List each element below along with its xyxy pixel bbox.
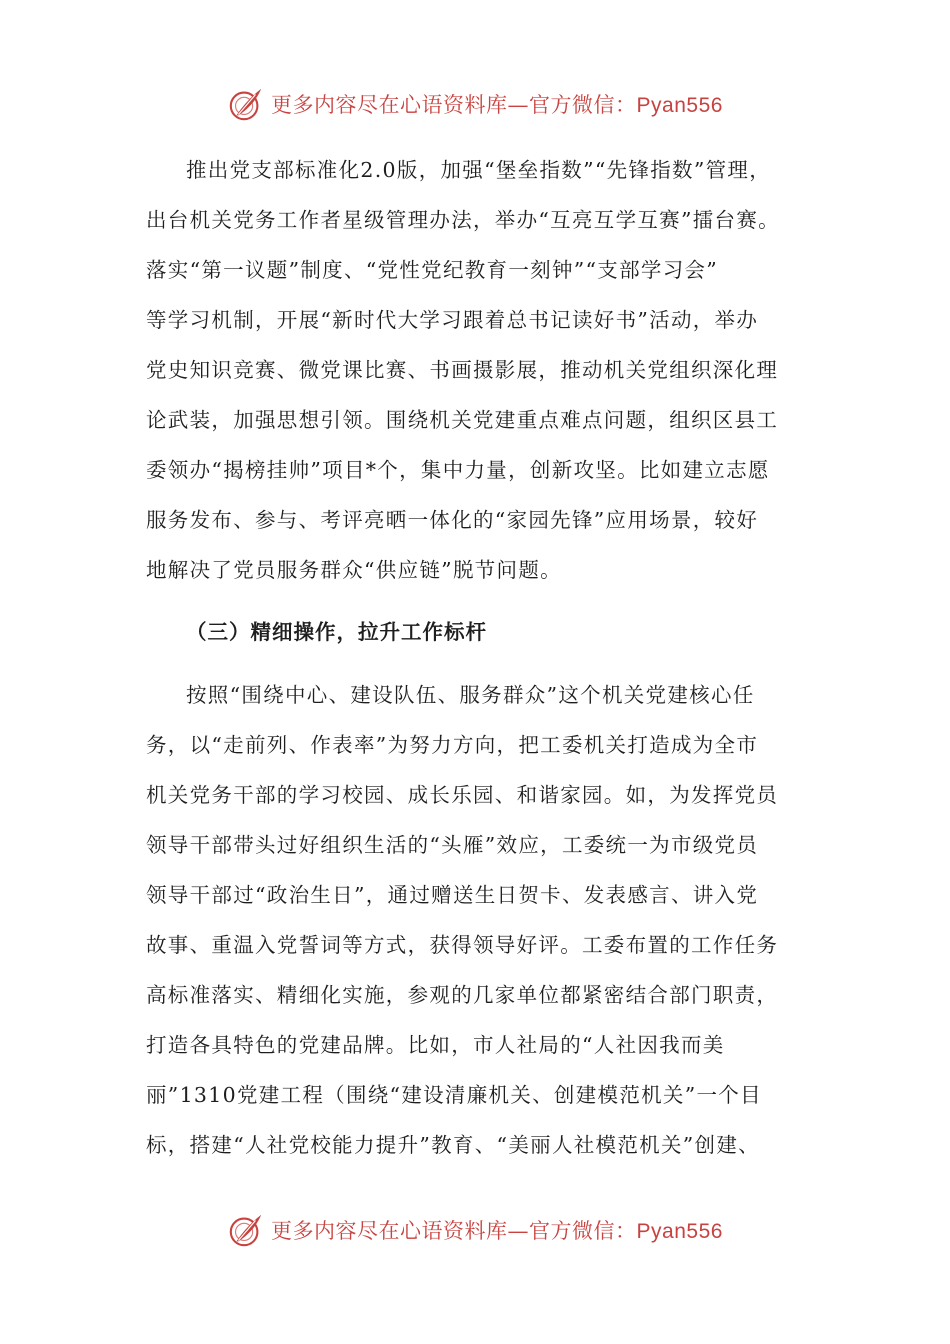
footer-watermark-banner bbox=[0, 1208, 950, 1252]
section-heading: （三）精细操作，拉升工作标杆 bbox=[186, 620, 487, 644]
watermark-text: 更多内容尽在心语资料库—官方微信：Pyan556 bbox=[271, 1219, 723, 1243]
text-line: 委领办“揭榜挂帅”项目*个，集中力量，创新攻坚。比如建立志愿 bbox=[146, 458, 770, 482]
text-line: 服务发布、参与、考评亮晒一体化的“家园先锋”应用场景，较好 bbox=[146, 508, 759, 532]
text-line: 故事、重温入党誓词等方式，获得领导好评。工委布置的工作任务 bbox=[146, 933, 779, 957]
text-line: 党史知识竞赛、微党课比赛、书画摄影展，推动机关党组织深化理 bbox=[146, 358, 779, 382]
text-line: 机关党务干部的学习校园、成长乐园、和谐家园。如，为发挥党员 bbox=[146, 783, 779, 807]
text-line: 推出党支部标准化2.0版，加强“堡垒指数”“先锋指数”管理， bbox=[186, 158, 772, 182]
text-line: 领导干部带头过好组织生活的“头雁”效应，工委统一为市级党员 bbox=[146, 833, 759, 857]
text-line: 打造各具特色的党建品牌。比如，市人社局的“人社因我而美 bbox=[146, 1033, 725, 1057]
text-line: 等学习机制，开展“新时代大学习跟着总书记读好书”活动，举办 bbox=[146, 308, 759, 332]
text-line: 高标准落实、精细化实施，参观的几家单位都紧密结合部门职责， bbox=[146, 983, 779, 1007]
text-line: 论武装，加强思想引领。围绕机关党建重点难点问题，组织区县工 bbox=[146, 408, 779, 432]
wechat-id: Pyan556 bbox=[636, 94, 723, 117]
quill-logo-icon bbox=[227, 85, 265, 123]
text-line: 领导干部过“政治生日”，通过赠送生日贺卡、发表感言、讲入党 bbox=[146, 883, 759, 907]
text-line: 地解决了党员服务群众“供应链”脱节问题。 bbox=[146, 558, 562, 582]
header-watermark-banner bbox=[0, 82, 950, 126]
wechat-id: Pyan556 bbox=[636, 1220, 723, 1243]
watermark-text: 更多内容尽在心语资料库—官方微信：Pyan556 bbox=[271, 93, 723, 117]
text-line: 落实“第一议题”制度、“党性党纪教育一刻钟”“支部学习会” bbox=[146, 258, 719, 282]
text-line: 出台机关党务工作者星级管理办法，举办“互亮互学互赛”擂台赛。 bbox=[146, 208, 780, 232]
text-line: 务，以“走前列、作表率”为努力方向，把工委机关打造成为全市 bbox=[146, 733, 759, 757]
text-line: 丽”1310党建工程（围绕“建设清廉机关、创建模范机关”一个目 bbox=[146, 1083, 762, 1107]
quill-logo-icon bbox=[227, 1211, 265, 1249]
text-line: 按照“围绕中心、建设队伍、服务群众”这个机关党建核心任 bbox=[186, 683, 755, 707]
text-line: 标，搭建“人社党校能力提升”教育、“美丽人社模范机关”创建、 bbox=[146, 1133, 760, 1157]
